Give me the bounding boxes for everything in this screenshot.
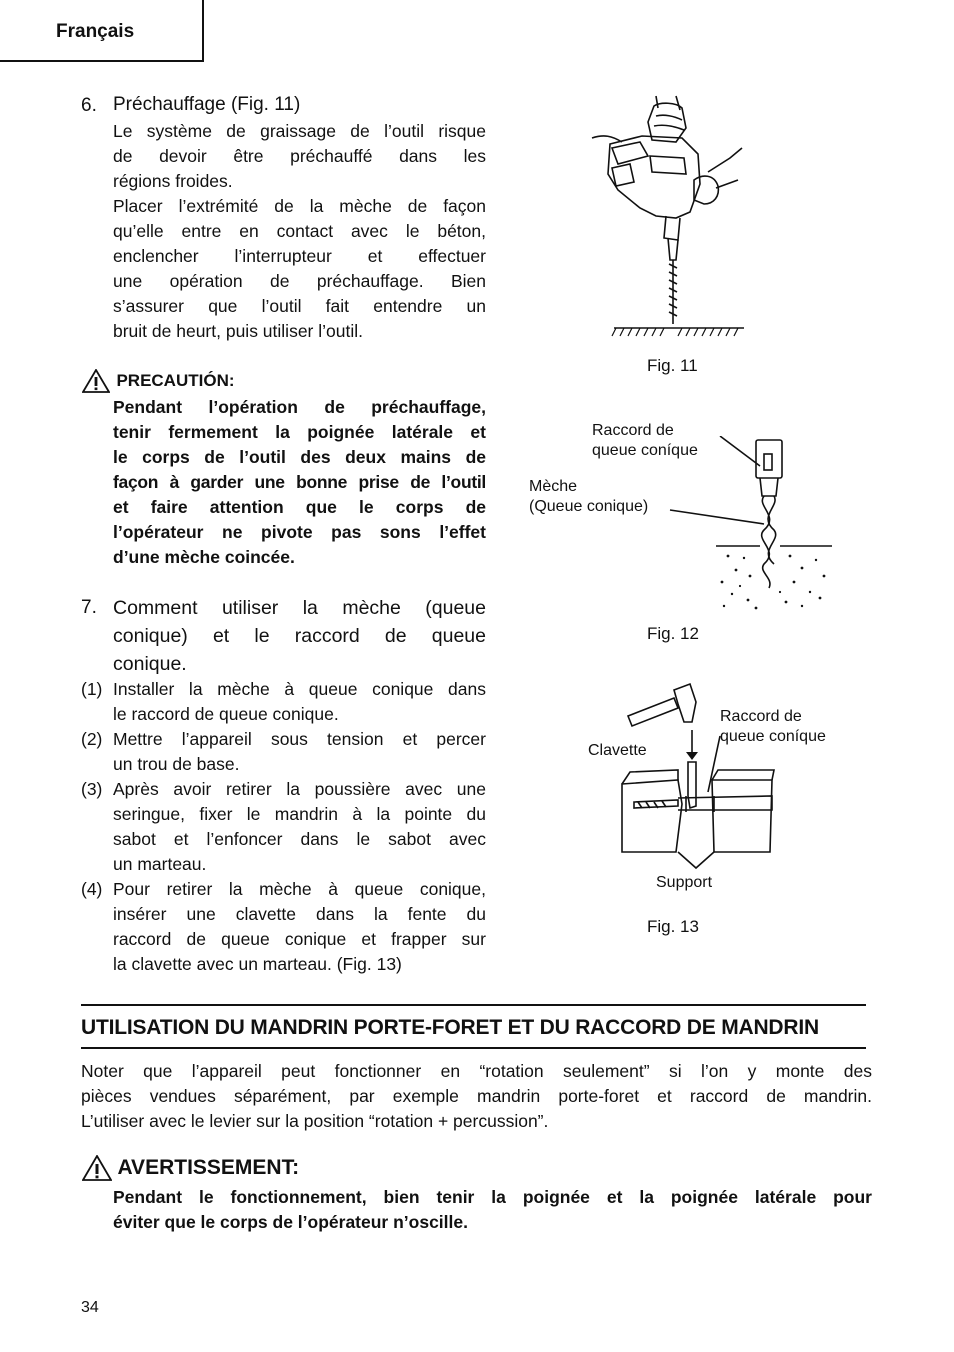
list-line: seringue, fixer le mandrin à la pointe du: [113, 804, 486, 824]
caution-line: Pendant l’opération de préchauffage,: [113, 397, 486, 417]
fig-13-label-clavette: Clavette: [588, 742, 647, 759]
label-line: Raccord de: [592, 422, 674, 439]
language-tab: [0, 0, 204, 62]
page-number: 34: [81, 1299, 99, 1316]
list-line: Après avoir retirer la poussière avec une: [113, 779, 486, 799]
caution-line: l’opérateur ne pivote pas sons l’effet: [113, 522, 486, 542]
warning-header: [82, 1155, 299, 1181]
section-6-number: 6.: [81, 95, 97, 116]
section-bottom-rule: [81, 1047, 866, 1049]
label-line: Raccord de: [720, 708, 802, 725]
fig-12-caption: Fig. 12: [647, 624, 699, 643]
label-line: queue coníque: [720, 728, 826, 745]
title-line: conique.: [113, 653, 187, 675]
body-line: Le système de graissage de l’outil risque: [113, 121, 486, 141]
fig-13-removal-illustration: [616, 676, 786, 876]
list-line: Pour retirer la mèche à queue conique,: [113, 879, 486, 899]
caution-body: [113, 395, 486, 570]
list-item-number: (2): [81, 729, 103, 749]
title-line: Comment utiliser la mèche (queue: [113, 597, 486, 619]
body-line: bruit de heurt, puis utiliser l’outil.: [113, 321, 363, 341]
label-line: queue coníque: [592, 442, 698, 459]
caution-line: façon à garder une bonne prise de l’outil: [113, 472, 486, 492]
list-line: Mettre l’appareil sous tension et percer: [113, 729, 486, 749]
section-6-title: Préchauffage (Fig. 11): [113, 94, 301, 115]
section-heading: UTILISATION DU MANDRIN PORTE-FORET ET DU RACCORD DE MANDRIN: [81, 1016, 819, 1039]
fig-13-label-support: Support: [656, 874, 713, 891]
language-label: Français: [56, 21, 135, 42]
caution-label: PRECAUTIÓN:: [116, 371, 235, 390]
body-line: L’utiliser avec le levier sur la position “rotation + percussion”.: [81, 1111, 549, 1131]
fig-13-caption: Fig. 13: [647, 917, 699, 936]
list-item: [81, 777, 486, 877]
body-line: Noter que l’appareil peut fonctionner en “rotation seulement” si l’on y monte des: [81, 1061, 872, 1081]
warning-line: Pendant le fonctionnement, bien tenir la poignée et la poignée latérale pour: [113, 1187, 872, 1207]
warning-triangle-icon: [82, 1155, 112, 1181]
fig-12-taper-shank-illustration: [660, 436, 840, 616]
body-line: de devoir être préchauffé dans les: [113, 146, 486, 166]
warning-triangle-icon: [82, 369, 110, 393]
fig-13-label-raccord: [720, 707, 826, 747]
body-line: régions froides.: [113, 171, 233, 191]
body-line: enclencher l’interrupteur et effectuer: [113, 246, 486, 266]
section-7-number: 7.: [81, 597, 97, 618]
section-body: [81, 1059, 872, 1134]
list-item: [81, 727, 486, 777]
label-line: (Queue conique): [529, 498, 649, 515]
fig-11-caption: Fig. 11: [647, 356, 698, 375]
warning-line: éviter que le corps de l’opérateur n’oscille.: [113, 1212, 468, 1232]
list-item-number: (1): [81, 679, 103, 699]
body-line: Placer l’extrémité de la mèche de façon: [113, 196, 486, 216]
list-item-number: (4): [81, 879, 103, 899]
fig-11-drill-illustration: [590, 92, 760, 342]
section-top-rule: [81, 1004, 866, 1006]
body-line: une opération de préchauffage. Bien: [113, 271, 486, 291]
list-line: raccord de queue conique et frapper sur: [113, 929, 486, 949]
list-line: un marteau.: [113, 854, 207, 874]
caution-line: d’une mèche coincée.: [113, 547, 295, 567]
list-item: [81, 877, 486, 977]
list-line: le raccord de queue conique.: [113, 704, 339, 724]
list-item: [81, 677, 486, 727]
caution-line: et faire attention que le corps de: [113, 497, 486, 517]
fig-12-label-raccord: [592, 421, 698, 461]
section-7-list: [81, 677, 486, 977]
section-6-body: [113, 119, 486, 344]
label-line: Mèche: [529, 478, 578, 495]
body-line: s’assurer que l’outil fait entendre un: [113, 296, 486, 316]
section-7-title: [113, 594, 486, 678]
list-line: insérer une clavette dans la fente du: [113, 904, 486, 924]
title-line: conique) et le raccord de queue: [113, 625, 486, 647]
caution-line: tenir fermement la poignée latérale et: [113, 422, 486, 442]
body-line: qu’elle entre en contact avec le béton,: [113, 221, 486, 241]
warning-label: AVERTISSEMENT:: [117, 1156, 300, 1179]
fig-12-label-meche: [529, 477, 648, 517]
body-line: pièces vendues séparément, par exemple mandrin porte-foret et raccord de mandrin.: [81, 1086, 872, 1106]
list-line: la clavette avec un marteau. (Fig. 13): [113, 954, 402, 974]
list-line: sabot et l’enfoncer dans le sabot avec: [113, 829, 486, 849]
list-item-number: (3): [81, 779, 103, 799]
caution-header: [82, 369, 235, 393]
warning-body: [113, 1185, 872, 1235]
list-line: un trou de base.: [113, 754, 240, 774]
list-line: Installer la mèche à queue conique dans: [113, 679, 486, 699]
caution-line: le corps de l’outil des deux mains de: [113, 447, 486, 467]
